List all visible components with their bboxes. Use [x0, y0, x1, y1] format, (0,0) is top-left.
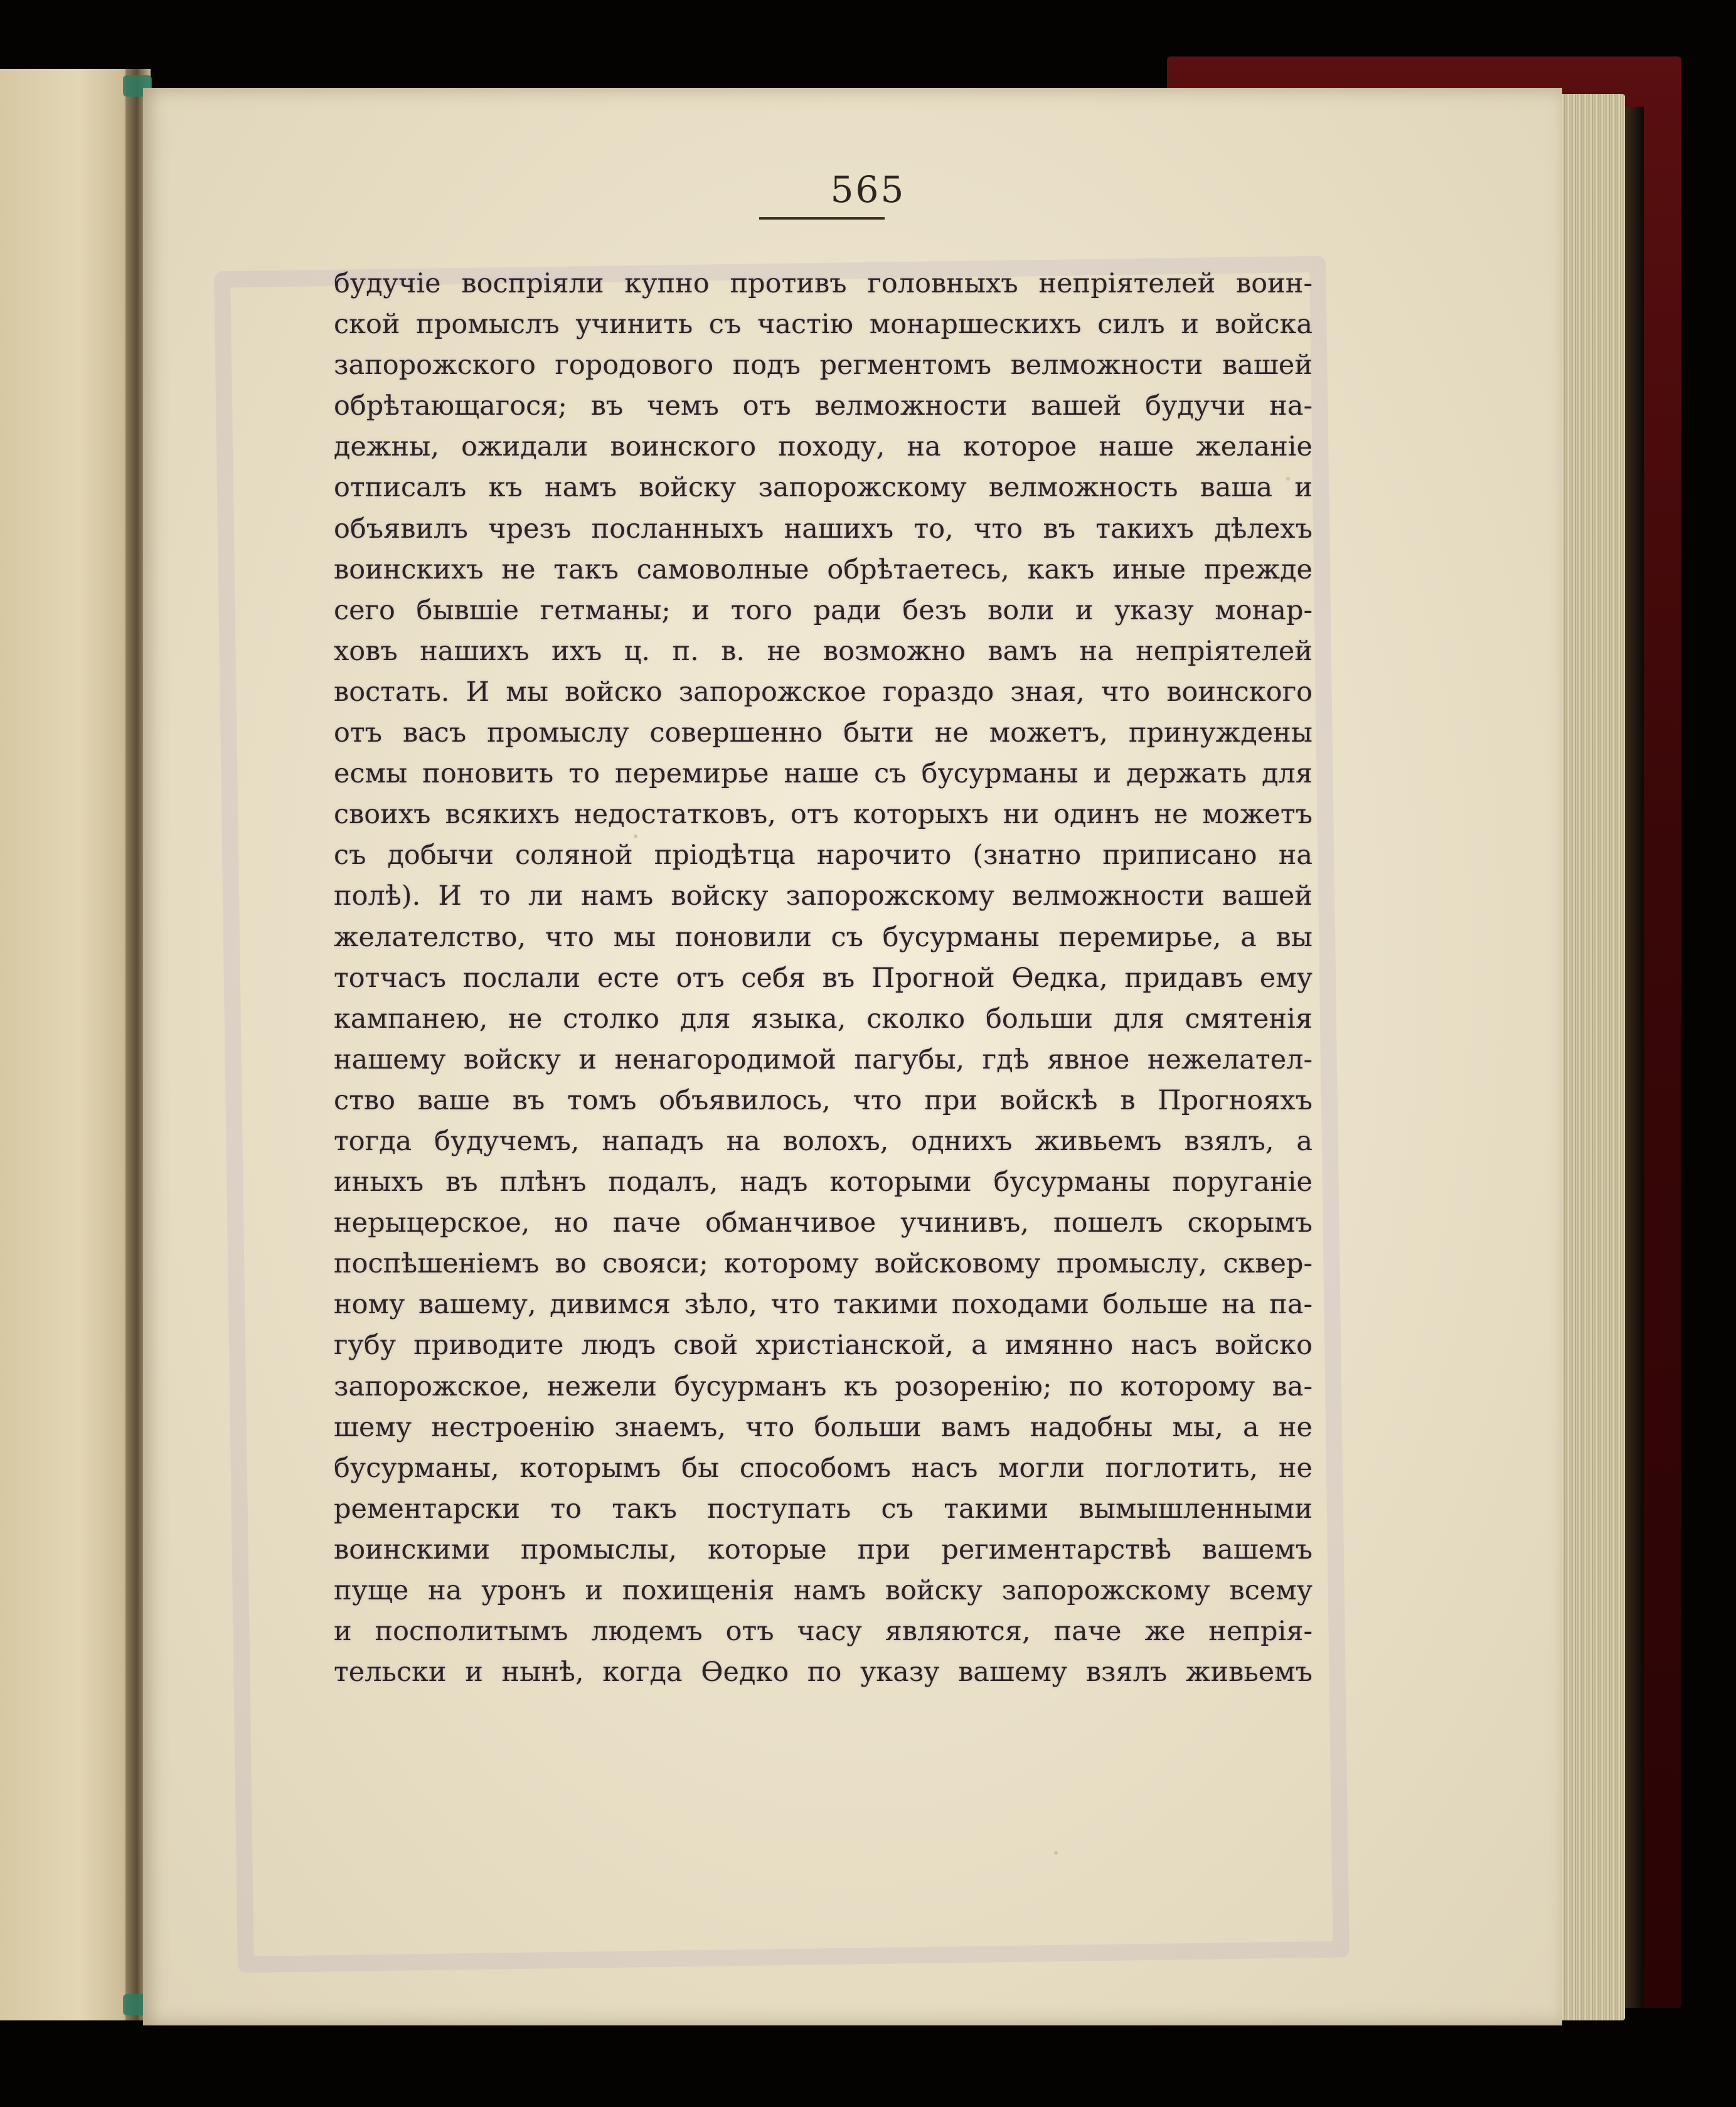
text-line: ному вашему, дивимся зѣло, что такими походами больше на па-	[334, 1289, 1313, 1321]
text-line: воинскими промыслы, которые при региментарствѣ вашемъ	[334, 1534, 1313, 1566]
paper-speck	[1054, 1851, 1058, 1855]
page-number: 565	[830, 168, 906, 211]
text-line: запорожского городового подъ регментомъ велможности вашей	[334, 349, 1313, 381]
text-line: отписалъ къ намъ войску запорожскому велможность ваша и	[334, 472, 1313, 504]
text-line: сего бывшіе гетманы; и того ради безъ воли и указу монар-	[334, 594, 1313, 626]
text-line: бусурманы, которымъ бы способомъ насъ могли поглотить, не	[334, 1452, 1313, 1484]
text-line: тельски и нынѣ, когда Өедко по указу вашему взялъ живьемъ	[334, 1656, 1313, 1688]
page-number-rule	[759, 217, 885, 220]
text-line: ской промыслъ учинить съ частію монаршескихъ силъ и войска	[334, 309, 1313, 341]
text-line: полѣ). И то ли намъ войску запорожскому велможности вашей	[334, 880, 1313, 912]
text-line: обрѣтающагося; въ чемъ отъ велможности вашей будучи на-	[334, 390, 1313, 422]
text-line: рементарски то такъ поступать съ такими вымышленными	[334, 1493, 1313, 1525]
text-line: кампанею, не столко для языка, сколко больши для смятенія	[334, 1003, 1313, 1035]
text-line: востать. И мы войско запорожское гораздо зная, что воинского	[334, 676, 1313, 708]
text-line: губу приводите людъ свой христіанской, а имянно насъ войско	[334, 1330, 1313, 1362]
text-line: объявилъ чрезъ посланныхъ нашихъ то, что въ такихъ дѣлехъ	[334, 513, 1313, 545]
text-line: есмы поновить то перемирье наше съ бусурманы и держать для	[334, 758, 1313, 790]
text-line: поспѣшеніемъ во свояси; которому войсковому промыслу, сквер-	[334, 1248, 1313, 1280]
page-stack-shadow	[1625, 107, 1644, 2008]
text-line: ховъ нашихъ ихъ ц. п. в. не возможно вамъ на непріятелей	[334, 635, 1313, 667]
text-line: ство ваше въ томъ объявилось, что при войскѣ в Прогнояхъ	[334, 1084, 1313, 1116]
text-line: иныхъ въ плѣнъ подалъ, надъ которыми бусурманы поруганіе	[334, 1166, 1313, 1198]
text-line: и посполитымъ людемъ отъ часу являются, паче же непрія-	[334, 1616, 1313, 1648]
text-line: тогда будучемъ, нападъ на волохъ, однихъ живьемъ взялъ, а	[334, 1125, 1313, 1157]
text-line: своихъ всякихъ недостатковъ, отъ которыхъ ни одинъ не можетъ	[334, 799, 1313, 831]
text-line: дежны, ожидали воинского походу, на которое наше желаніе	[334, 431, 1313, 463]
text-line: воинскихъ не такъ самоволные обрѣтаетесь, какъ иные прежде	[334, 553, 1313, 585]
text-line: пуще на уронъ и похищенія намъ войску запорожскому всему	[334, 1575, 1313, 1606]
text-line: желателство, что мы поновили съ бусурманы перемирье, а вы	[334, 921, 1313, 953]
left-page	[0, 69, 143, 2020]
text-line: запорожское, нежели бусурманъ къ розоренію; по которому ва-	[334, 1370, 1313, 1402]
text-line: тотчасъ послали есте отъ себя въ Прогной Өедка, придавъ ему	[334, 962, 1313, 994]
text-line: будучіе воспріяли купно противъ головныхъ непріятелей воин-	[334, 268, 1313, 299]
text-line: шему нестроенію знаемъ, что больши вамъ надобны мы, а не	[334, 1411, 1313, 1443]
text-line: нерыцерское, но паче обманчивое учинивъ, пошелъ скорымъ	[334, 1207, 1313, 1239]
body-text	[334, 264, 1313, 1693]
text-line: нашему войску и ненагородимой пагубы, гдѣ явное нежелател-	[334, 1043, 1313, 1075]
text-line: съ добычи соляной пріодѣтца нарочито (знатно приписано на	[334, 840, 1313, 872]
text-line: отъ васъ промыслу совершенно быти не можетъ, принуждены	[334, 717, 1313, 749]
